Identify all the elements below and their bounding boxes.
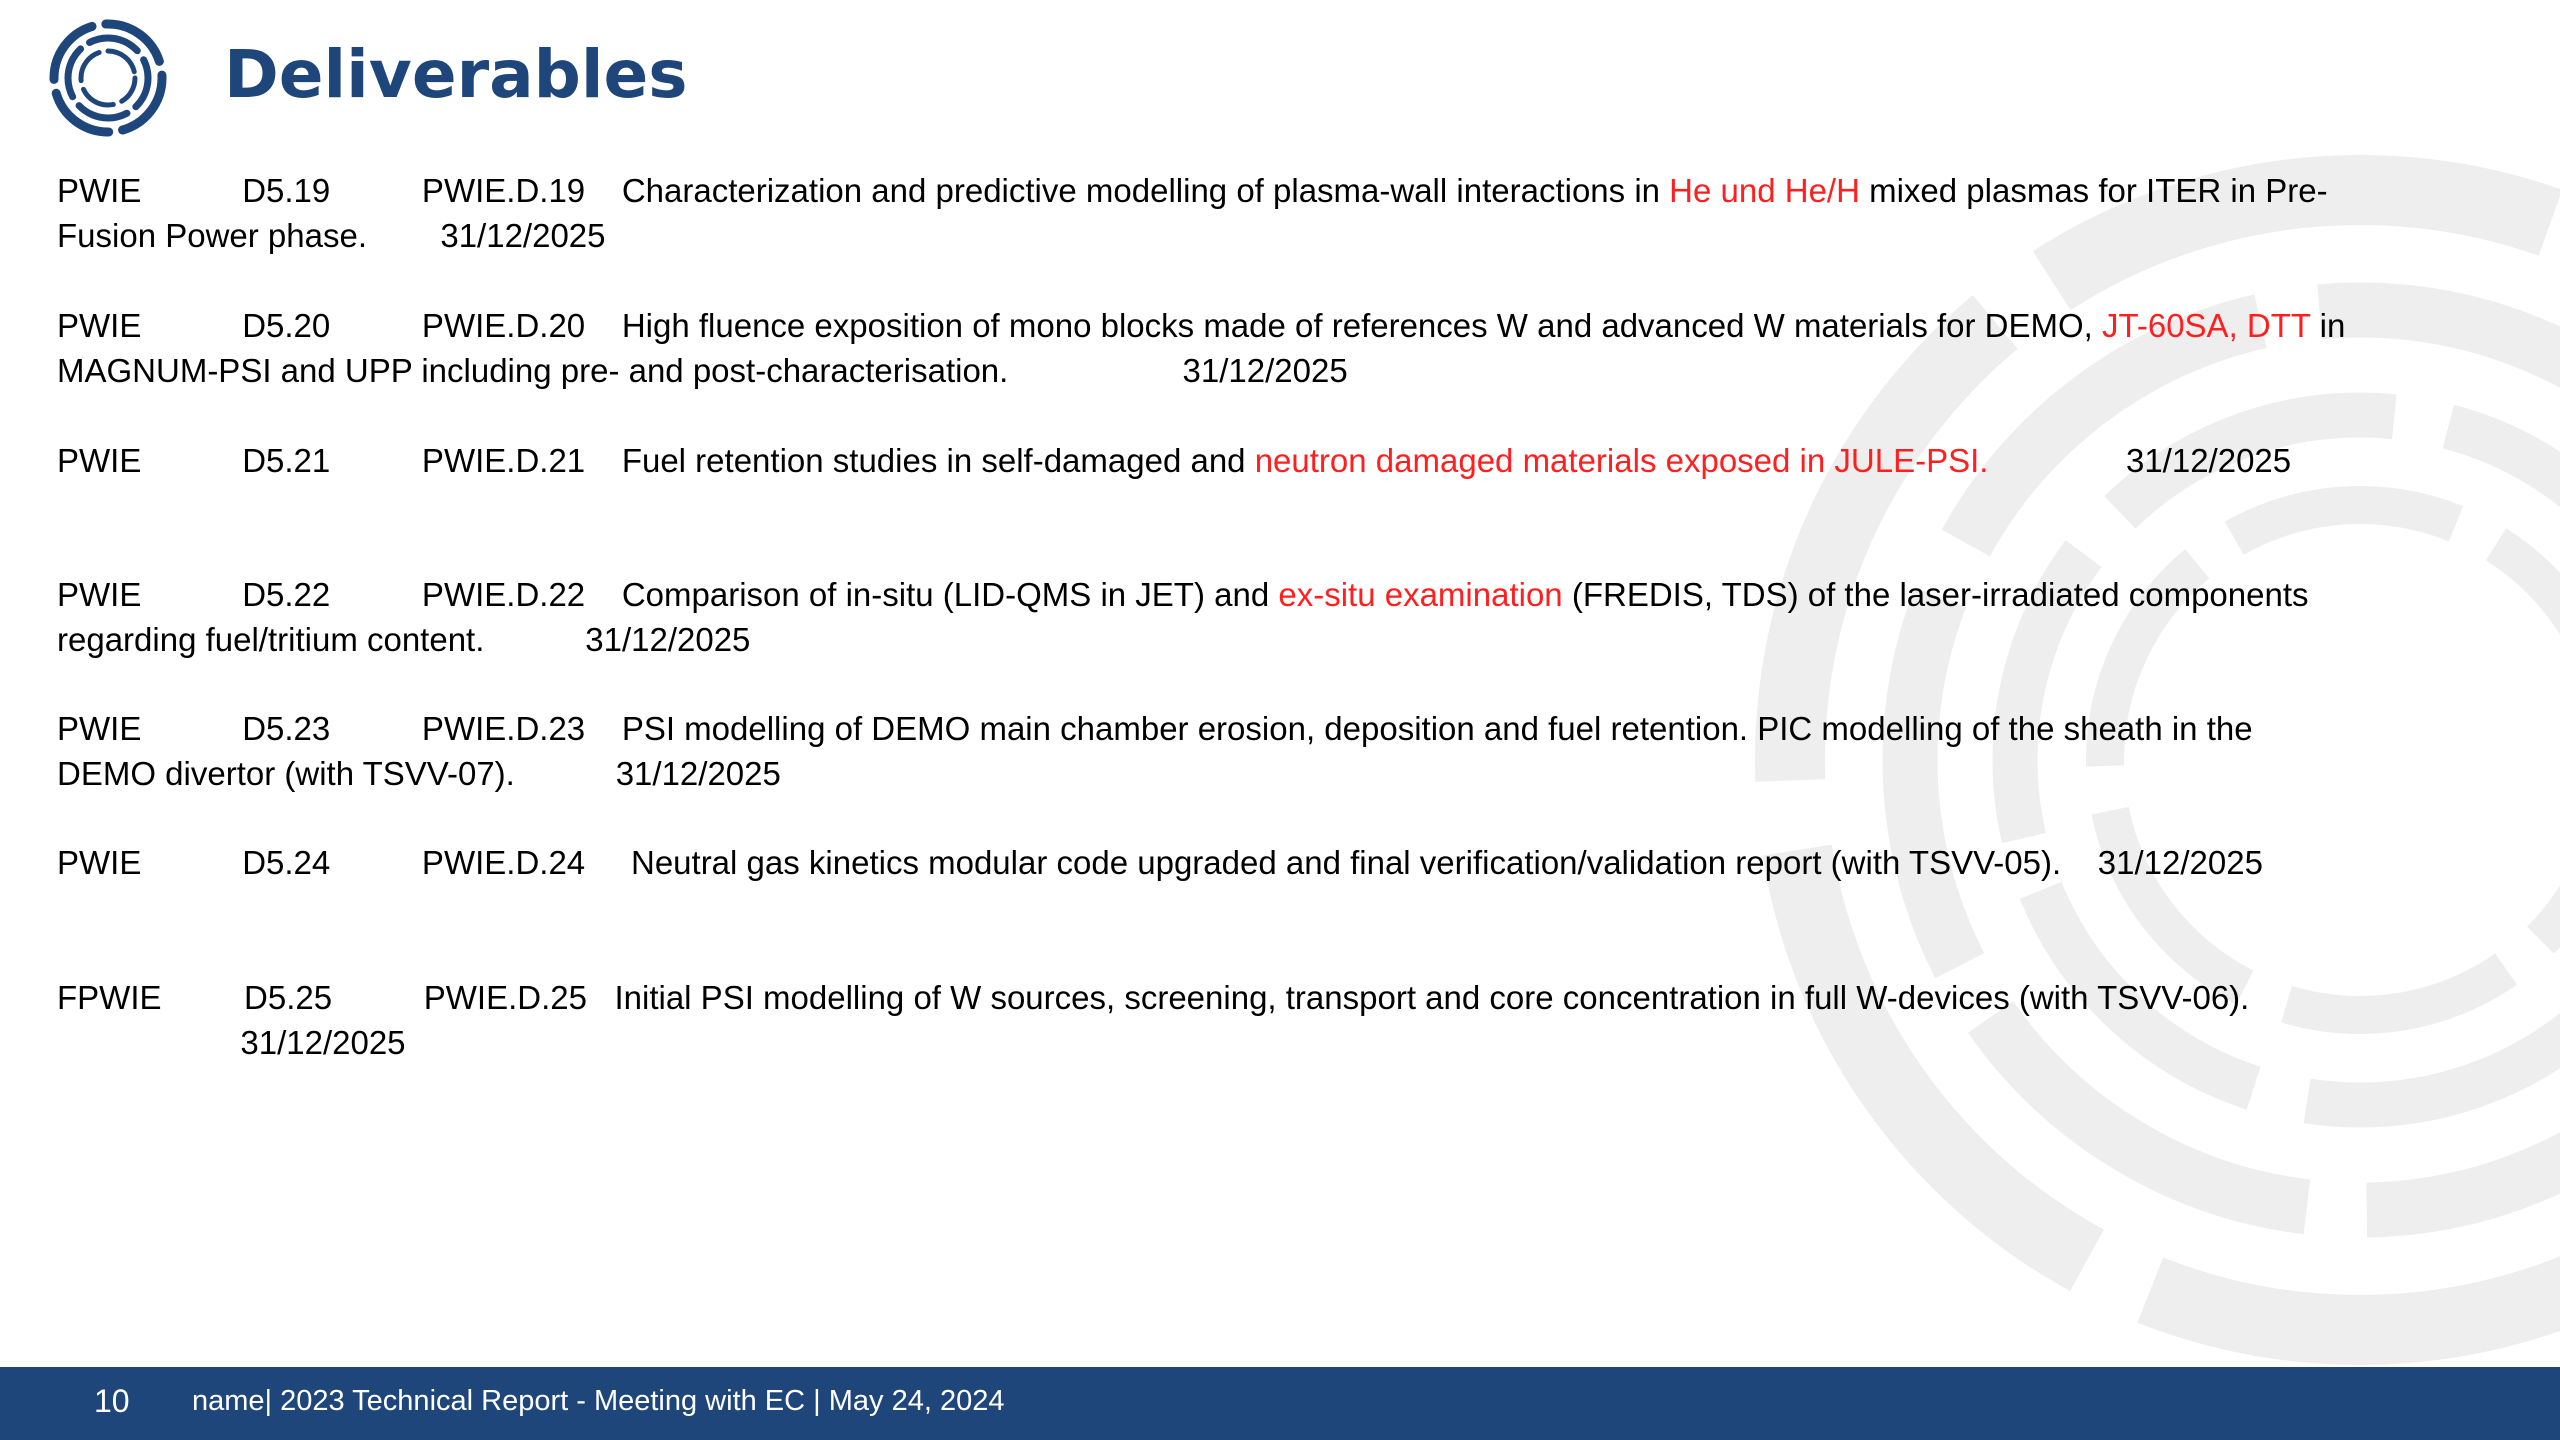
deliverable-line: [57, 617, 2457, 662]
deliverable-text: FPWIE D5.25 PWIE.D.25 Initial PSI modelling of W sources, screening, transport and core concentration in full W-devices (with TSVV-06).: [57, 979, 2250, 1016]
deliverable-line: [57, 1020, 2457, 1065]
deliverable-text: mixed plasmas for ITER in Pre-: [1859, 172, 2328, 209]
deliverable-text: PWIE D5.21 PWIE.D.21 Fuel retention studies in self-damaged and: [57, 442, 1255, 479]
deliverable-line: [57, 706, 2457, 751]
deliverable-item: [57, 706, 2457, 796]
deliverable-line: [57, 840, 2457, 885]
deliverable-item: [57, 438, 2457, 483]
deliverable-text: PWIE D5.24 PWIE.D.24 Neutral gas kinetics modular code upgraded and final verification/validation report (with TSVV-05). 31/12/2025: [57, 844, 2263, 881]
deliverable-text: in: [2310, 307, 2346, 344]
deliverable-line: [57, 348, 2457, 393]
page-title: Deliverables: [224, 36, 688, 113]
deliverable-line: [57, 572, 2457, 617]
consortium-logo-icon: [44, 14, 172, 142]
deliverable-text: 31/12/2025: [57, 1024, 406, 1061]
footer-bar: [0, 1367, 2560, 1440]
highlighted-text: JT-60SA, DTT: [2102, 307, 2311, 344]
deliverable-item: [57, 840, 2457, 885]
deliverable-text: DEMO divertor (with TSVV-07). 31/12/2025: [57, 755, 781, 792]
deliverable-line: [57, 303, 2457, 348]
deliverable-text: (FREDIS, TDS) of the laser-irradiated components: [1562, 576, 2309, 613]
deliverable-text: regarding fuel/tritium content. 31/12/2025: [57, 621, 751, 658]
deliverable-text: PWIE D5.23 PWIE.D.23 PSI modelling of DEMO main chamber erosion, deposition and fuel retention. PIC modelling of the sheath in the: [57, 710, 2253, 747]
highlighted-text: He und He/H: [1669, 172, 1860, 209]
deliverable-text: 31/12/2025: [1988, 442, 2292, 479]
page-number: 10: [94, 1383, 130, 1419]
deliverable-line: [57, 438, 2457, 483]
deliverable-line: [57, 213, 2457, 258]
deliverable-text: PWIE D5.20 PWIE.D.20 High fluence exposition of mono blocks made of references W and advanced W materials for DEMO,: [57, 307, 2103, 344]
deliverable-line: [57, 751, 2457, 796]
highlighted-text: neutron damaged materials exposed in JULE-PSI.: [1254, 442, 1989, 479]
footer-text: name| 2023 Technical Report - Meeting with EC | May 24, 2024: [192, 1385, 1005, 1417]
deliverable-text: PWIE D5.19 PWIE.D.19 Characterization and predictive modelling of plasma-wall interactions in: [57, 172, 1670, 209]
deliverable-line: [57, 168, 2457, 213]
deliverable-item: [57, 168, 2457, 258]
deliverable-item: [57, 975, 2457, 1065]
deliverable-text: PWIE D5.22 PWIE.D.22 Comparison of in-situ (LID-QMS in JET) and: [57, 576, 1279, 613]
deliverable-item: [57, 303, 2457, 393]
deliverable-text: MAGNUM-PSI and UPP including pre- and post-characterisation. 31/12/2025: [57, 352, 1348, 389]
deliverable-text: Fusion Power phase. 31/12/2025: [57, 217, 606, 254]
deliverable-line: [57, 975, 2457, 1020]
highlighted-text: ex-situ examination: [1278, 576, 1563, 613]
deliverable-item: [57, 572, 2457, 662]
